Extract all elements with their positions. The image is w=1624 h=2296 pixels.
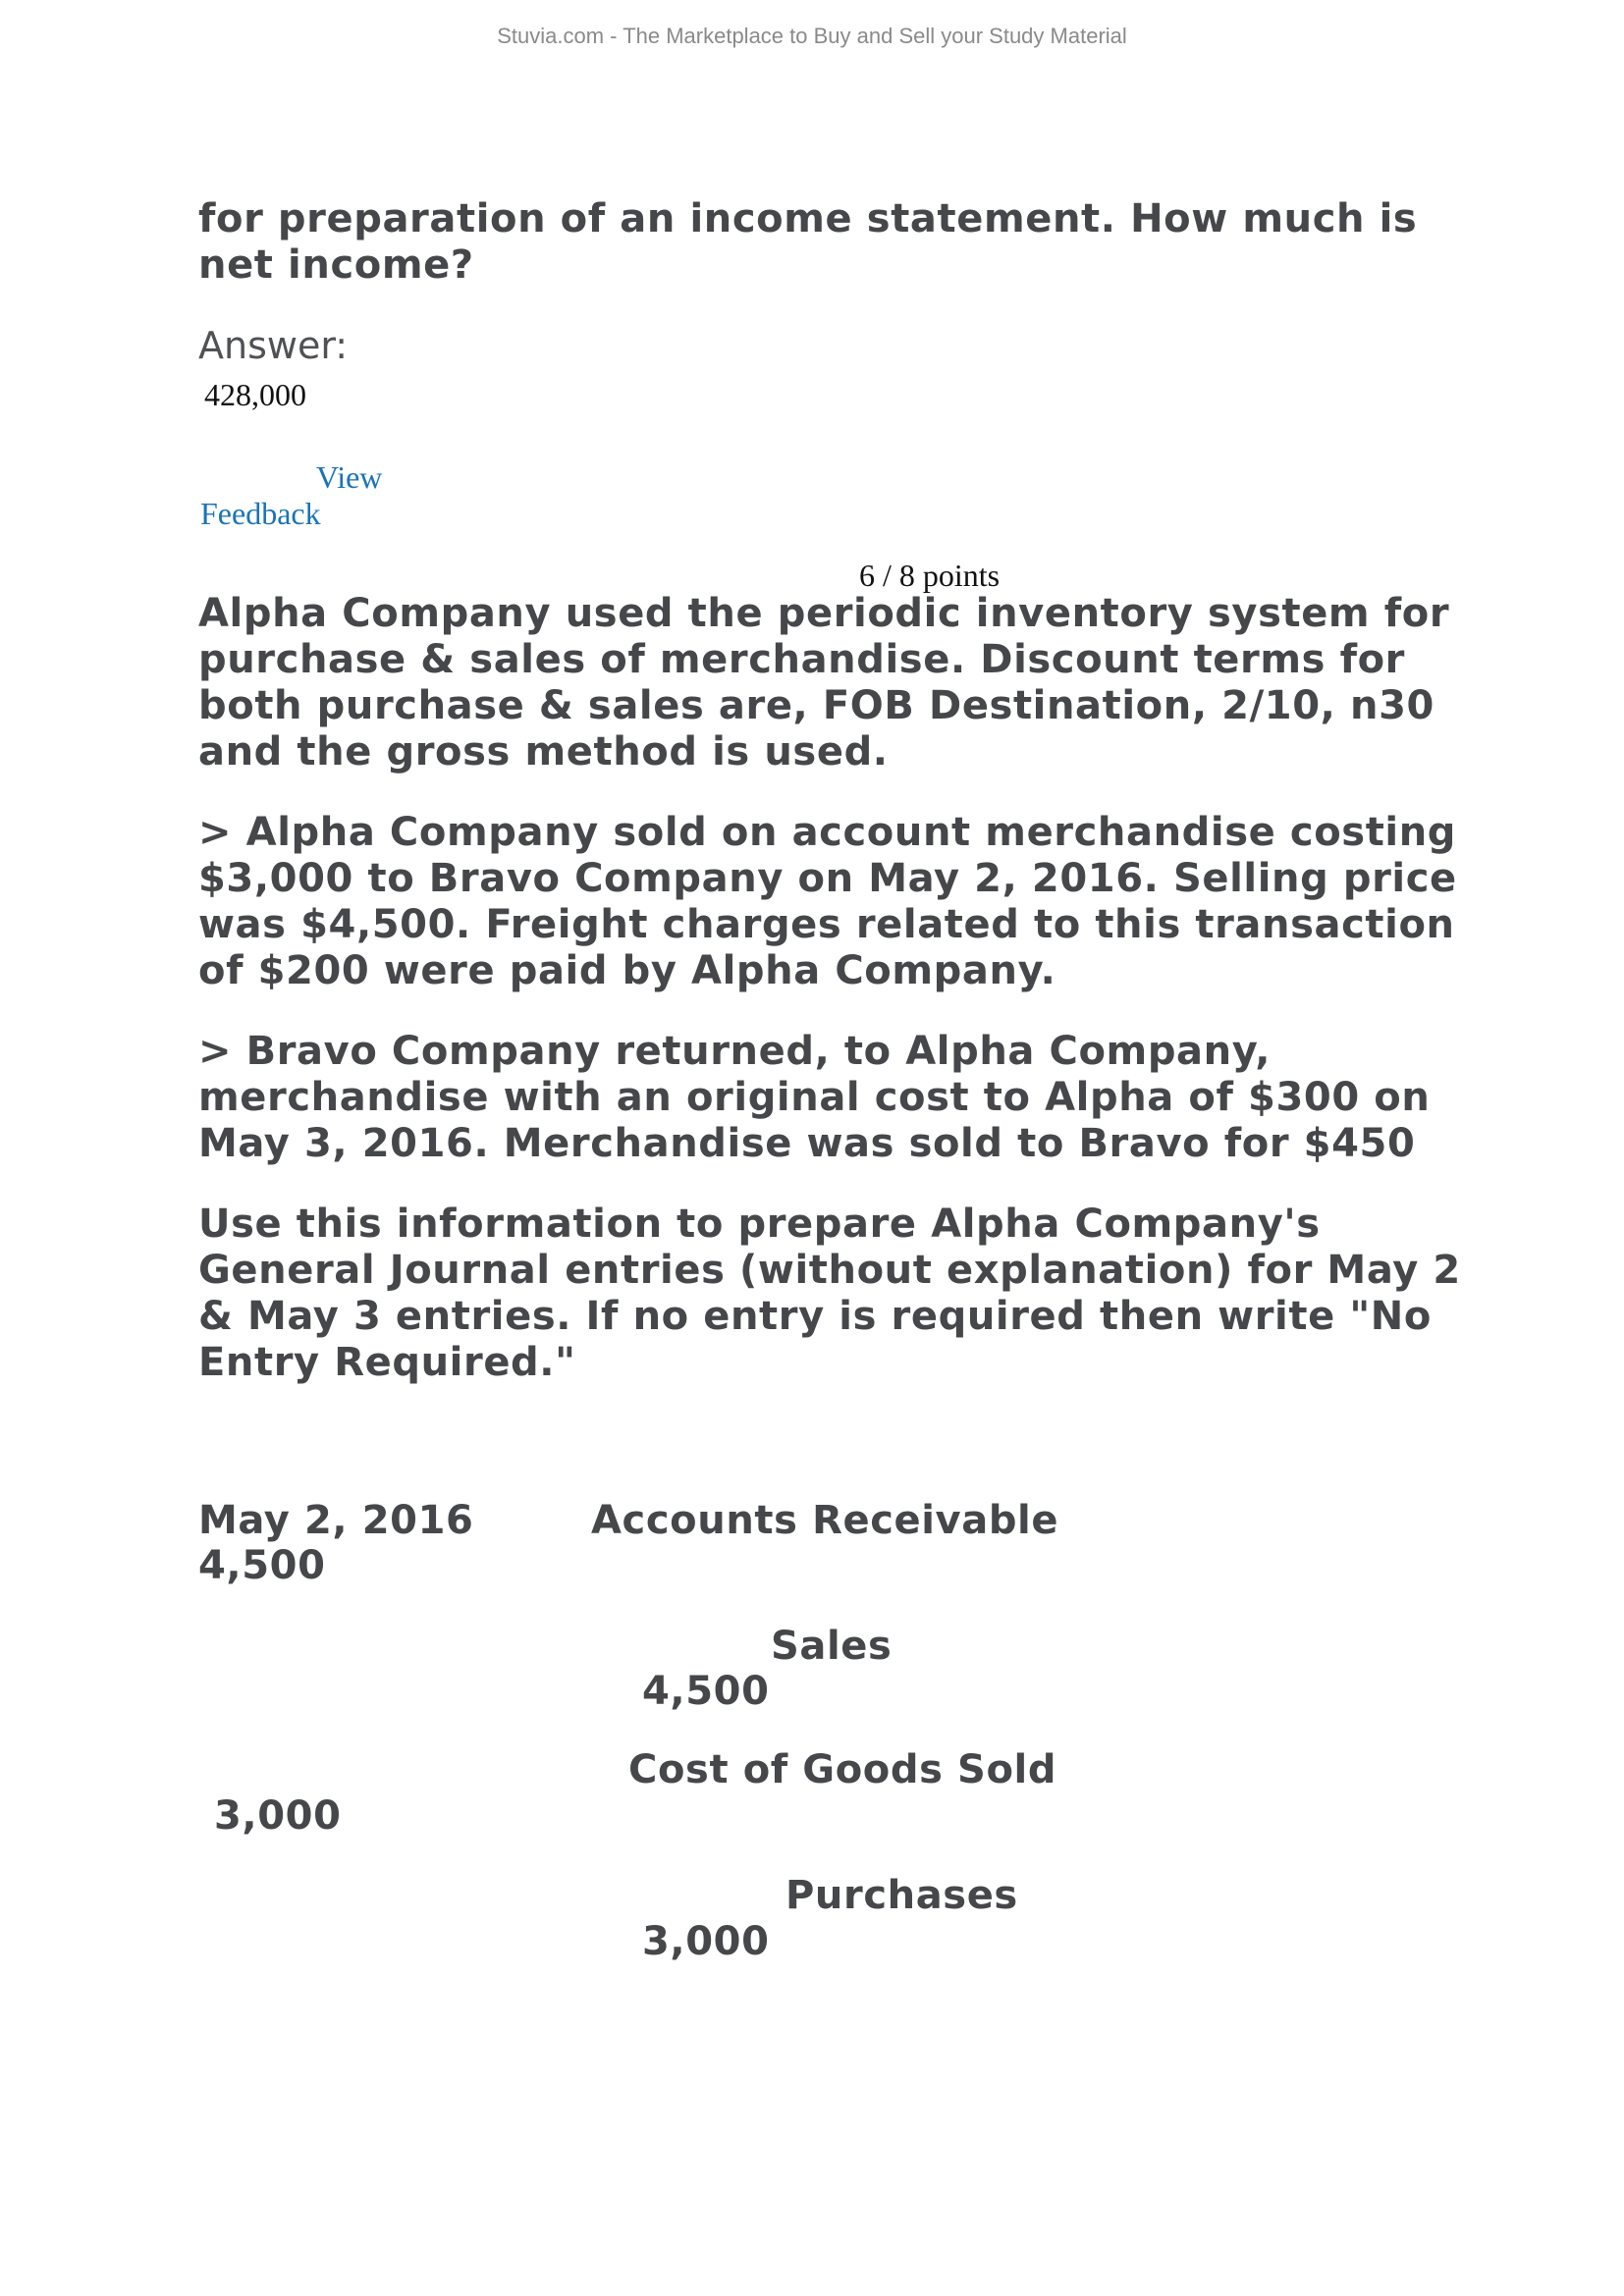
- journal-account: Cost of Goods Sold: [628, 1747, 1057, 1792]
- answer-value: 428,000: [204, 377, 306, 412]
- journal-amount: 4,500: [198, 1543, 326, 1588]
- question-paragraph-1: [198, 591, 1475, 775]
- question-line: Alpha Company used the periodic inventory system for: [198, 591, 1450, 636]
- question-line: Use this information to prepare Alpha Company's: [198, 1201, 1321, 1247]
- journal-account: Sales: [771, 1624, 893, 1669]
- question-line: Entry Required.": [198, 1340, 576, 1385]
- view-feedback-link[interactable]: View: [316, 459, 383, 495]
- question-line: was $4,500. Freight charges related to this transaction: [198, 902, 1455, 947]
- journal-amount: 4,500: [642, 1669, 770, 1714]
- question-continuation: [198, 196, 1475, 289]
- watermark-header: Stuvia.com - The Marketplace to Buy and Sell your Study Material: [497, 24, 1127, 48]
- journal-date: May 2, 2016: [198, 1498, 474, 1543]
- question-line: purchase & sales of merchandise. Discount terms for: [198, 637, 1405, 682]
- question-line: and the gross method is used.: [198, 729, 889, 774]
- question-paragraph-4: [198, 1201, 1475, 1386]
- question-line: General Journal entries (without explanation) for May 2: [198, 1248, 1461, 1293]
- view-feedback-link-line2[interactable]: Feedback: [200, 496, 321, 531]
- journal-amount: 3,000: [642, 1919, 770, 1964]
- question-paragraph-3: [198, 1029, 1475, 1167]
- journal-account: Accounts Receivable: [591, 1498, 1059, 1543]
- question-line: May 3, 2016. Merchandise was sold to Bravo for $450: [198, 1121, 1416, 1166]
- question-paragraph-2: [198, 810, 1475, 994]
- question-line: $3,000 to Bravo Company on May 2, 2016. Selling price: [198, 856, 1457, 901]
- question-line: & May 3 entries. If no entry is required then write "No: [198, 1294, 1432, 1339]
- question-line: both purchase & sales are, FOB Destination, 2/10, n30: [198, 683, 1435, 728]
- answer-label: Answer:: [198, 324, 349, 367]
- question-line: merchandise with an original cost to Alpha of $300 on: [198, 1075, 1431, 1120]
- question-continuation-line: for preparation of an income statement. How much is: [198, 196, 1418, 241]
- journal-account: Purchases: [785, 1873, 1018, 1918]
- journal-amount: 3,000: [214, 1793, 342, 1839]
- question-line: of $200 were paid by Alpha Company.: [198, 948, 1056, 993]
- question-continuation-line: net income?: [198, 242, 474, 288]
- question-line: > Alpha Company sold on account merchandise costing: [198, 810, 1457, 855]
- question-line: > Bravo Company returned, to Alpha Company,: [198, 1029, 1272, 1074]
- score-points: 6 / 8 points: [859, 558, 1001, 593]
